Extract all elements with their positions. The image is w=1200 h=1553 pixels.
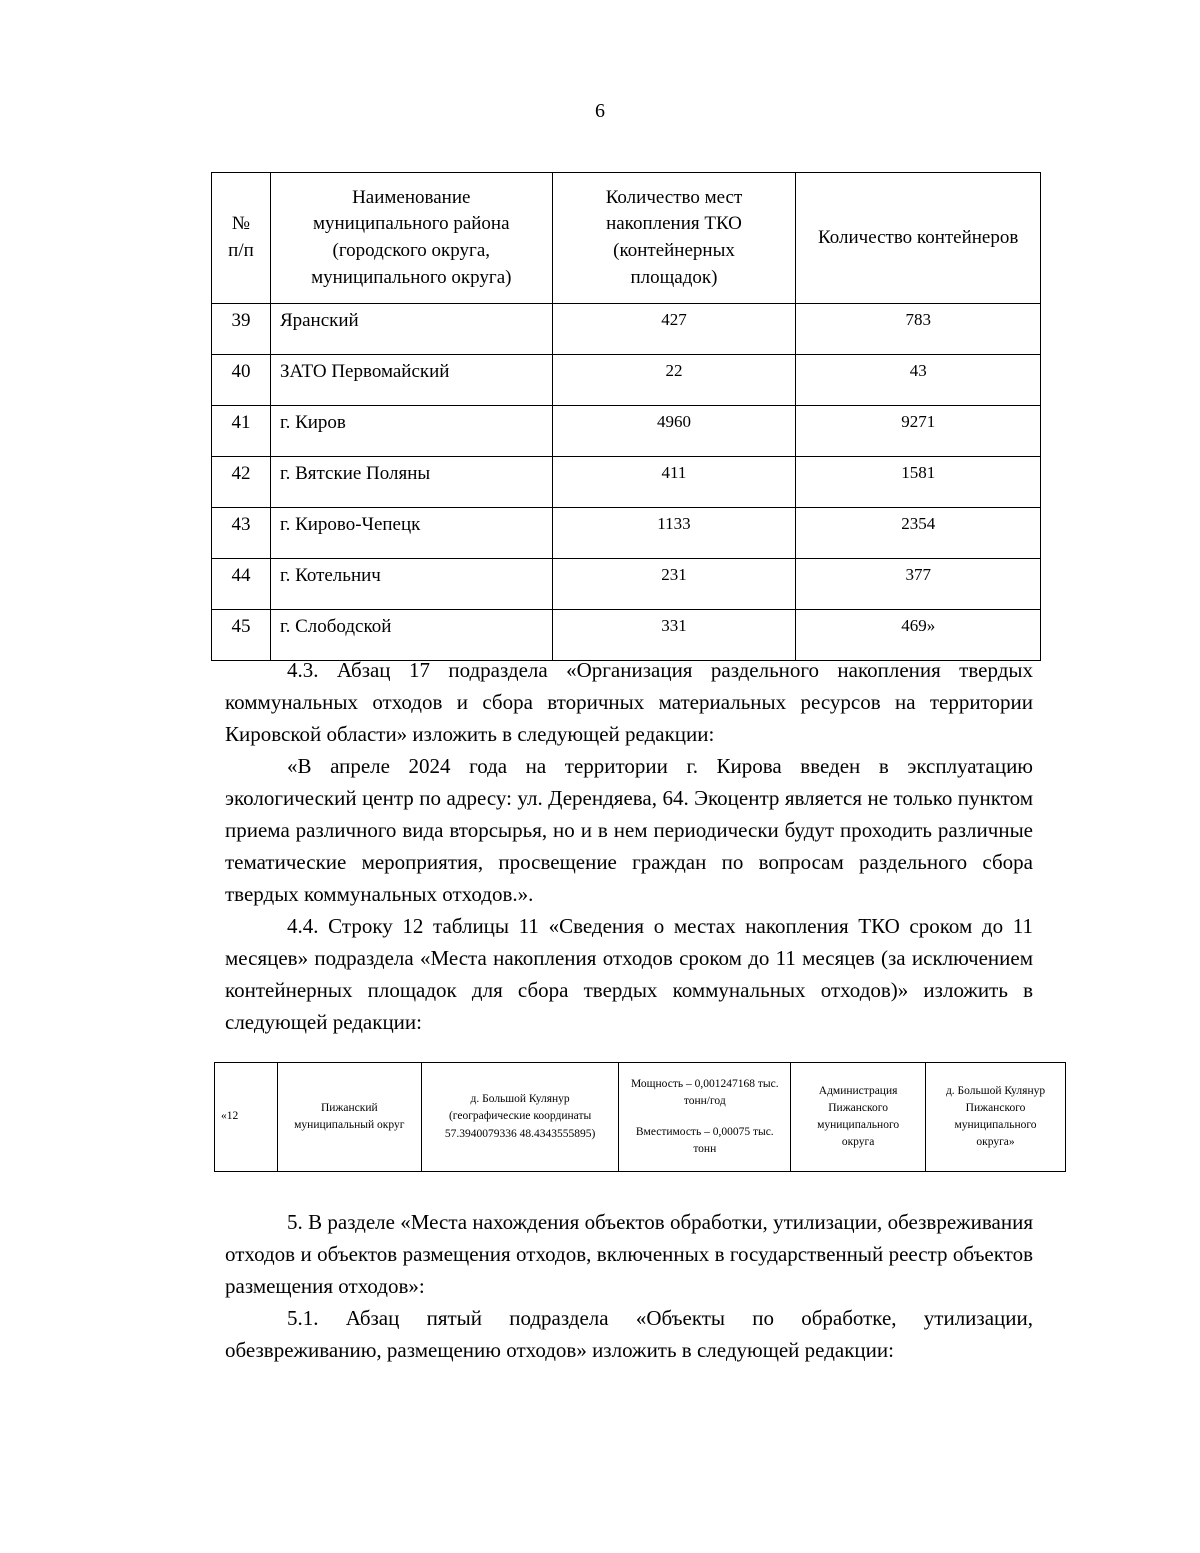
header-district: Наименование муниципального района (городского округа, муниципального округа): [270, 173, 552, 304]
row-name: Яранский: [270, 304, 552, 355]
table-row: [215, 1063, 1066, 1172]
paragraph-4-4: 4.4. Строку 12 таблицы 11 «Сведения о местах накопления ТКО сроком до 11 месяцев» подраздела «Места накопления отходов сроком до 11 месяцев (за исключением контейнерных площадок для сбора твердых коммунальных отходов)» изложить в следующей редакции:: [225, 914, 1033, 1034]
row-places: 1133: [552, 508, 796, 559]
row-containers: 2354: [796, 508, 1041, 559]
cell-capacity: [619, 1063, 791, 1172]
row-num: 45: [212, 610, 271, 661]
table-row: [212, 457, 1041, 508]
header-places: Количество мест накопления ТКО (контейнерных площадок): [552, 173, 796, 304]
row-name: г. Слободской: [270, 610, 552, 661]
containers-table: [211, 172, 1041, 661]
row-containers: 377: [796, 559, 1041, 610]
row-num: 40: [212, 355, 271, 406]
row-containers: 9271: [796, 406, 1041, 457]
cell-source: д. Большой Кулянур Пижанского муниципального округа»: [926, 1063, 1066, 1172]
volume-text: Вместимость – 0,00075 тыс. тонн: [635, 1126, 774, 1156]
row-name: г. Киров: [270, 406, 552, 457]
table-header-row: [212, 173, 1041, 304]
row-places: 411: [552, 457, 796, 508]
table-row: [212, 355, 1041, 406]
row-num: 42: [212, 457, 271, 508]
row-num: 41: [212, 406, 271, 457]
row-places: 331: [552, 610, 796, 661]
cell-num: «12: [215, 1063, 278, 1172]
header-containers: Количество контейнеров: [796, 173, 1041, 304]
row-name: г. Вятские Поляны: [270, 457, 552, 508]
cell-location: д. Большой Кулянур (географические координаты 57.3940079336 48.4343555895): [421, 1063, 619, 1172]
row-name: г. Котельнич: [270, 559, 552, 610]
cell-owner: Администрация Пижанского муниципального округа: [791, 1063, 926, 1172]
storage-site-table: [214, 1062, 1066, 1172]
table-row: [212, 559, 1041, 610]
body-text-section-5: [225, 1206, 1033, 1366]
row-num: 44: [212, 559, 271, 610]
table-row: [212, 508, 1041, 559]
row-containers: 1581: [796, 457, 1041, 508]
row-places: 231: [552, 559, 796, 610]
row-containers: 783: [796, 304, 1041, 355]
paragraph-5: 5. В разделе «Места нахождения объектов обработки, утилизации, обезвреживания отходов и объектов размещения отходов, включенных в государственный реестр объектов размещения отходов»:: [225, 1210, 1033, 1298]
paragraph-5-1: 5.1. Абзац пятый подраздела «Объекты по обработке, утилизации, обезвреживанию, размещению отходов» изложить в следующей редакции:: [225, 1306, 1033, 1362]
row-name: ЗАТО Первомайский: [270, 355, 552, 406]
capacity-text: Мощность – 0,001247168 тыс. тонн/год: [630, 1077, 779, 1107]
row-num: 43: [212, 508, 271, 559]
page-number: 6: [595, 100, 605, 122]
table-row: [212, 406, 1041, 457]
cell-district: Пижанский муниципальный округ: [277, 1063, 421, 1172]
row-num: 39: [212, 304, 271, 355]
row-places: 22: [552, 355, 796, 406]
body-text-section-4: [225, 654, 1033, 1038]
row-name: г. Кирово-Чепецк: [270, 508, 552, 559]
paragraph-4-3: 4.3. Абзац 17 подраздела «Организация раздельного накопления твердых коммунальных отходов и сбора вторичных материальных ресурсов на территории Кировской области» изложить в следующей редакции:: [225, 658, 1033, 746]
row-containers: 469»: [796, 610, 1041, 661]
paragraph-quote: «В апреле 2024 года на территории г. Кирова введен в эксплуатацию экологический центр по адресу: ул. Дерендяева, 64. Экоцентр является не только пунктом приема различного вида вторсырья, но и в нем периодически будут проходить различные тематические мероприятия, просвещение граждан по вопросам раздельного сбора твердых коммунальных отходов.».: [225, 754, 1033, 906]
row-places: 427: [552, 304, 796, 355]
header-num: № п/п: [212, 173, 271, 304]
table-row: [212, 610, 1041, 661]
table-row: [212, 304, 1041, 355]
row-containers: 43: [796, 355, 1041, 406]
row-places: 4960: [552, 406, 796, 457]
